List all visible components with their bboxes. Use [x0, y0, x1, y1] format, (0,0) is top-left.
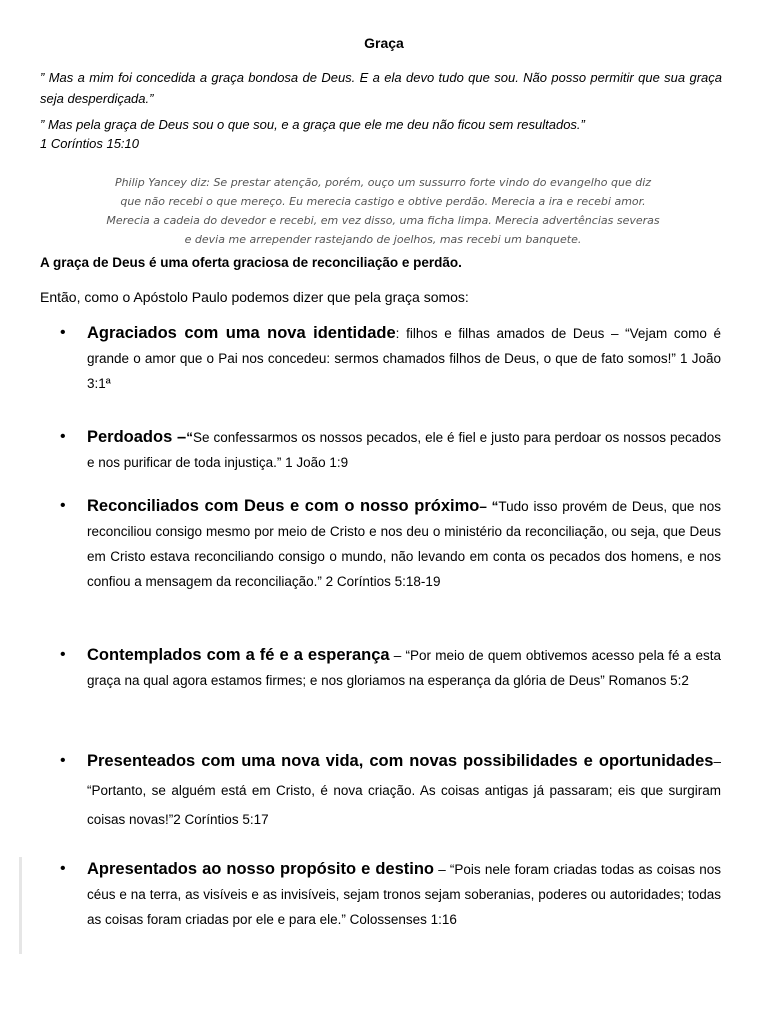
- yancey-quote-line: Merecia a cadeia do devedor e recebi, em vez disso, uma ficha limpa. Merecia advertências severas: [106, 214, 660, 227]
- item-text: – “Portanto, se alguém está em Cristo, é nova criação. As coisas antigas já passaram; eis que surgiram coisas novas!”2 Coríntios 5:17: [87, 754, 721, 827]
- bullet-icon: •: [60, 324, 66, 341]
- list-item: [87, 425, 721, 475]
- bullet-icon: •: [60, 428, 66, 445]
- yancey-quote-line: Philip Yancey diz: Se prestar atenção, porém, ouço um sussurro forte vindo do evangelho que diz: [114, 176, 652, 189]
- list-item: [87, 321, 721, 396]
- item-heading: Apresentados ao nosso propósito e destino: [87, 860, 434, 878]
- item-heading: Presenteados com uma nova vida, com novas possibilidades e oportunidades: [87, 752, 714, 770]
- item-text: Se confessarmos os nossos pecados, ele é fiel e justo para perdoar os nossos pecados e nos purificar de toda injustiça.” 1 João 1:9: [87, 430, 721, 470]
- item-text: – “Pois nele foram criadas todas as coisas nos céus e na terra, as visíveis e as invisíveis, sejam tronos sejam soberanias, poderes ou autoridades; todas as coisas foram criadas por ele e para ele.” Colossenses 1:16: [87, 862, 721, 927]
- item-heading: Agraciados com uma nova identidade: [87, 324, 396, 342]
- yancey-quote: [90, 173, 676, 249]
- list-item: [87, 494, 721, 594]
- bullet-icon: •: [60, 860, 66, 877]
- bullet-icon: •: [60, 497, 66, 514]
- item-text: filhos e filhas amados de Deus – “Vejam como é grande o amor que o Pai nos concedeu: sermos chamados filhos de Deus, o que de fato somos!” 1 João 3:1ª: [87, 326, 721, 391]
- yancey-quote-line: e devia me arrepender rastejando de joelhos, mas recebi um banquete.: [184, 233, 582, 246]
- item-heading: Reconciliados com Deus e com o nosso próximo: [87, 497, 480, 515]
- list-item: [87, 643, 721, 693]
- item-separator: :: [395, 326, 400, 341]
- intro-text: Então, como o Apóstolo Paulo podemos dizer que pela graça somos:: [40, 289, 469, 305]
- item-separator: “: [186, 430, 193, 445]
- thesis-statement: A graça de Deus é uma oferta graciosa de reconciliação e perdão.: [40, 255, 462, 270]
- scripture-quote-2: ” Mas pela graça de Deus sou o que sou, e a graça que ele me deu não ficou sem resultados.”: [40, 117, 585, 132]
- list-item: [87, 747, 721, 834]
- item-text: – “Por meio de quem obtivemos acesso pela fé a esta graça na qual agora estamos firmes; e nos gloriamos na esperança da glória de Deus” Romanos 5:2: [87, 648, 721, 688]
- yancey-quote-line: que não recebi o que mereço. Eu merecia castigo e obtive perdão. Merecia a ira e recebi amor.: [120, 195, 646, 208]
- bullet-icon: •: [60, 646, 66, 663]
- item-text: Tudo isso provém de Deus, que nos reconciliou consigo mesmo por meio de Cristo e nos deu o ministério da reconciliação, ou seja, que Deus em Cristo estava reconciliando consigo o mundo, não levando em conta os pecados dos homens, e nos confiou a mensagem da reconciliação.” 2 Coríntios 5:18-19: [87, 499, 721, 589]
- page-title: Graça: [364, 35, 404, 51]
- scripture-citation: 1 Coríntios 15:10: [40, 136, 140, 151]
- scripture-quote-1: ” Mas a mim foi concedida a graça bondosa de Deus. E a ela devo tudo que sou. Não posso permitir que sua graça seja desperdiçada.”: [40, 70, 722, 106]
- item-separator: – “: [479, 499, 499, 514]
- list-item: [87, 857, 721, 932]
- bullet-icon: •: [60, 752, 66, 769]
- margin-marker: [19, 857, 22, 954]
- item-heading: Perdoados –: [87, 428, 187, 446]
- item-heading: Contemplados com a fé e a esperança: [87, 646, 390, 664]
